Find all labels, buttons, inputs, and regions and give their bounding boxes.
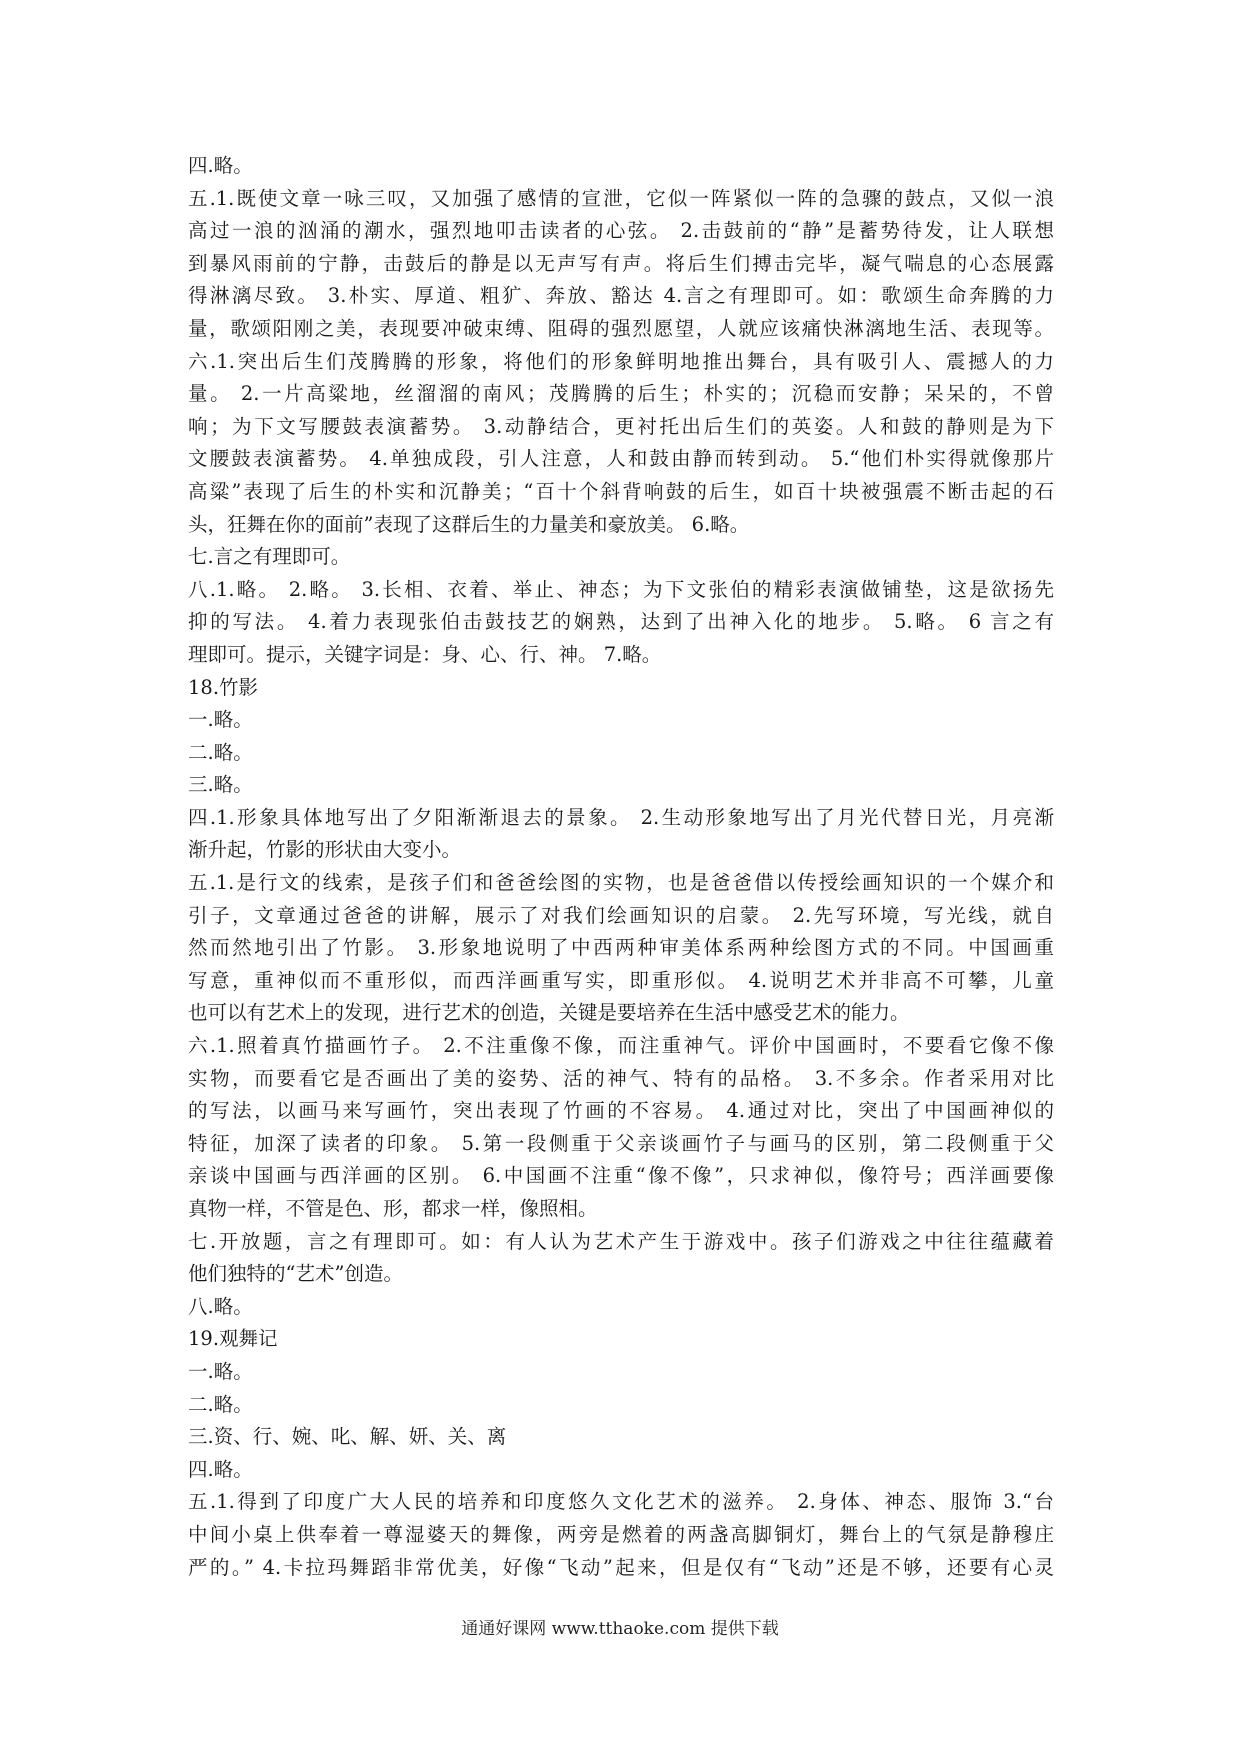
text-line: 文腰鼓表演蓄势。 4.单独成段，引人注意，人和鼓由静而转到动。 5.“他们朴实得就像那片 [188,447,1054,471]
text-line: 也可以有艺术上的发现，进行艺术的创造，关键是要培养在生活中感受艺术的能力。 [188,1001,910,1025]
text-line: 四.略。 [188,1457,253,1481]
text-line: 理即可。提示，关键字词是：身、心、行、神。 7.略。 [188,642,662,666]
text-line: 19.观舞记 [188,1327,278,1351]
text-line: 六.1.突出后生们茂腾腾的形象，将他们的形象鲜明地推出舞台，具有吸引人、震撼人的力 [188,349,1054,373]
text-line: 四.1.形象具体地写出了夕阳渐渐退去的景象。 2.生动形象地写出了月光代替日光，月亮渐 [188,805,1054,829]
text-line: 二.略。 [188,1392,253,1416]
text-line: 到暴风雨前的宁静，击鼓后的静是以无声写有声。将后生们搏击完毕，凝气喘息的心态展露 [188,251,1054,275]
text-line: 特征，加深了读者的印象。 5.第一段侧重于父亲谈画竹子与画马的区别，第二段侧重于父 [188,1131,1054,1155]
text-line: 18.竹影 [188,675,259,699]
text-line: 亲谈中国画与西洋画的区别。 6.中国画不注重“像不像”，只求神似，像符号；西洋画要像 [188,1164,1054,1188]
text-line: 高粱”表现了后生的朴实和沉静美；“百十个斜背响鼓的后生，如百十块被强震不断击起的石 [188,479,1054,503]
text-line: 真物一样，不管是色、形，都求一样，像照相。 [188,1197,598,1220]
text-line: 头，狂舞在你的面前”表现了这群后生的力量美和豪放美。 6.略。 [188,512,750,536]
text-line: 渐升起，竹影的形状由大变小。 [188,838,462,862]
text-line: 响；为下文写腰鼓表演蓄势。 3.动静结合，更衬托出后生们的英姿。人和鼓的静则是为下 [188,414,1054,438]
text-line: 三.资、行、婉、叱、解、妍、关、离 [188,1425,507,1449]
text-line: 严的。” 4.卡拉玛舞蹈非常优美，好像“飞动”起来，但是仅有“飞动”还是不够，还要有心灵 [188,1555,1054,1579]
text-line: 八.1.略。 2.略。 3.长相、衣着、举止、神态；为下文张伯的精彩表演做铺垫，这是欲扬先 [188,577,1054,601]
text-line: 他们独特的“艺术”创造。 [188,1262,403,1286]
text-line: 七.言之有理即可。 [188,545,351,569]
text-line: 然而然地引出了竹影。 3.形象地说明了中西两种审美体系两种绘图方式的不同。中国画重 [188,936,1054,960]
text-line: 引子，文章通过爸爸的讲解，展示了对我们绘画知识的启蒙。 2.先写环境，写光线，就自 [188,903,1054,927]
text-line: 五.1.是行文的线索，是孩子们和爸爸绘图的实物，也是爸爸借以传授绘画知识的一个媒介和 [188,871,1054,895]
page-footer: 通通好课网 www.tthaoke.com 提供下载 [461,1619,779,1639]
text-line: 写意，重神似而不重形似，而西洋画重写实，即重形似。 4.说明艺术并非高不可攀，儿童 [188,968,1054,992]
text-line: 四.略。 [188,154,253,177]
text-line: 实物，而要看它是否画出了美的姿势、活的神气、特有的品格。 3.不多余。作者采用对比 [188,1066,1054,1090]
text-line: 的写法，以画马来写画竹，突出表现了竹画的不容易。 4.通过对比，突出了中国画神似的 [188,1099,1054,1123]
text-line: 五.1.得到了印度广大人民的培养和印度悠久文化艺术的滋养。 2.身体、神态、服饰 3.“台 [188,1490,1054,1514]
text-line: 一.略。 [188,1359,253,1383]
text-line: 七.开放题，言之有理即可。如：有人认为艺术产生于游戏中。孩子们游戏之中往往蕴藏着 [188,1229,1054,1253]
text-line: 中间小桌上供奉着一尊湿婆天的舞像，两旁是燃着的两盏高脚铜灯，舞台上的气氛是静穆庄 [188,1522,1054,1546]
text-line: 高过一浪的汹涌的潮水，强烈地叩击读者的心弦。 2.击鼓前的“静”是蓄势待发，让人联想 [188,219,1054,243]
text-line: 得淋漓尽致。 3.朴实、厚道、粗犷、奔放、豁达 4.言之有理即可。如：歌颂生命奔腾的力 [188,284,1054,308]
text-line: 一.略。 [188,708,253,732]
text-line: 六.1.照着真竹描画竹子。 2.不注重像不像，而注重神气。评价中国画时，不要看它像不像 [188,1034,1054,1058]
text-line: 三.略。 [188,773,253,797]
text-line: 抑的写法。 4.着力表现张伯击鼓技艺的娴熟，达到了出神入化的地步。 5.略。 6 言之有 [188,610,1054,634]
text-line: 量。 2.一片高粱地，丝溜溜的南风；茂腾腾的后生；朴实的；沉稳而安静；呆呆的，不曾 [188,382,1054,406]
text-line: 五.1.既使文章一咏三叹，又加强了感情的宣泄，它似一阵紧似一阵的急骤的鼓点，又似一浪 [188,186,1054,210]
text-line: 二.略。 [188,740,253,764]
text-line: 量，歌颂阳刚之美，表现要冲破束缚、阻碍的强烈愿望，人就应该痛快淋漓地生活、表现等。 [188,316,1054,340]
document-body [188,150,1054,1584]
text-line: 八.略。 [188,1294,253,1318]
